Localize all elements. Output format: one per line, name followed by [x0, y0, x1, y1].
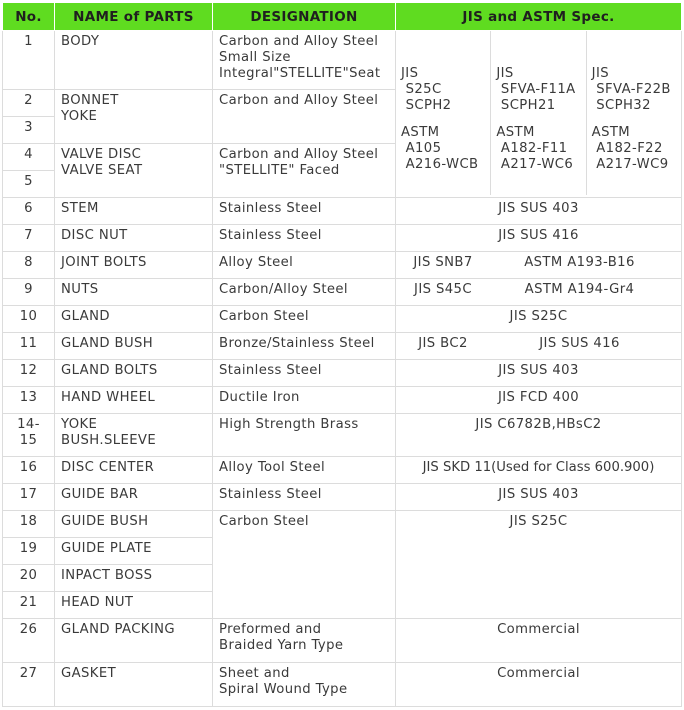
designation-text: Sheet and Spiral Wound Type — [219, 666, 348, 697]
part-name: DISC NUT — [55, 225, 213, 252]
part-designation — [213, 31, 396, 90]
table-row — [3, 333, 682, 360]
part-designation: Carbon Steel — [213, 511, 396, 619]
part-name: DISC CENTER — [55, 457, 213, 484]
spec-column-2 — [490, 31, 585, 195]
name-text: BONNET YOKE — [61, 93, 119, 124]
part-spec: JIS S25C — [396, 511, 682, 619]
part-name — [55, 144, 213, 198]
table-row — [3, 225, 682, 252]
part-name: GUIDE BAR — [55, 484, 213, 511]
spec-astm: ASTM A182-F11 A217-WC6 — [496, 125, 574, 172]
spec-astm: ASTM A193-B16 — [524, 255, 635, 270]
part-no: 8 — [3, 252, 55, 279]
part-no: 21 — [3, 592, 55, 619]
part-no: 7 — [3, 225, 55, 252]
table-row — [3, 663, 682, 707]
part-designation: High Strength Brass — [213, 414, 396, 457]
part-designation: Stainless Steel — [213, 360, 396, 387]
part-name: GLAND BOLTS — [55, 360, 213, 387]
part-spec — [396, 333, 682, 360]
part-spec: JIS SUS 416 — [396, 225, 682, 252]
table-row — [3, 619, 682, 663]
part-spec: Commercial — [396, 663, 682, 707]
spec-column-3 — [586, 31, 681, 195]
part-designation — [213, 619, 396, 663]
part-spec: JIS SUS 403 — [396, 484, 682, 511]
part-name: BODY — [55, 31, 213, 90]
part-designation: Stainless Steel — [213, 198, 396, 225]
part-name: GLAND PACKING — [55, 619, 213, 663]
part-no: 16 — [3, 457, 55, 484]
part-spec: JIS SUS 403 — [396, 198, 682, 225]
part-designation: Carbon and Alloy Steel — [213, 90, 396, 144]
table-row — [3, 387, 682, 414]
part-designation: Ductile Iron — [213, 387, 396, 414]
part-no: 6 — [3, 198, 55, 225]
part-name — [55, 414, 213, 457]
part-designation — [213, 663, 396, 707]
no-text: 14- 15 — [17, 417, 40, 448]
part-no: 17 — [3, 484, 55, 511]
spec-astm: ASTM A194-Gr4 — [524, 282, 635, 297]
spec-jis-2: JIS SUS 416 — [539, 336, 620, 351]
part-name: JOINT BOLTS — [55, 252, 213, 279]
spec-jis: JIS SFVA-F11A SCPH21 — [496, 66, 576, 113]
part-name: GASKET — [55, 663, 213, 707]
parts-table — [2, 2, 682, 707]
part-spec: JIS C6782B,HBsC2 — [396, 414, 682, 457]
part-designation: Carbon/Alloy Steel — [213, 279, 396, 306]
part-designation: Bronze/Stainless Steel — [213, 333, 396, 360]
part-no: 5 — [3, 171, 55, 198]
part-designation: Alloy Steel — [213, 252, 396, 279]
part-no: 12 — [3, 360, 55, 387]
table-row — [3, 252, 682, 279]
part-no: 1 — [3, 31, 55, 90]
spec-astm: ASTM A105 A216-WCB — [401, 125, 479, 172]
part-name: STEM — [55, 198, 213, 225]
part-spec: JIS SUS 403 — [396, 360, 682, 387]
table-row — [3, 31, 682, 90]
part-designation: Stainless Steel — [213, 484, 396, 511]
part-no: 27 — [3, 663, 55, 707]
part-spec — [396, 252, 682, 279]
table-row — [3, 360, 682, 387]
table-row — [3, 457, 682, 484]
part-name: NUTS — [55, 279, 213, 306]
table-row — [3, 511, 682, 538]
designation-text: Carbon and Alloy Steel Small Size Integral"STELLITE"Seat — [219, 34, 381, 81]
part-no: 3 — [3, 117, 55, 144]
part-no: 19 — [3, 538, 55, 565]
part-no: 4 — [3, 144, 55, 171]
part-no: 20 — [3, 565, 55, 592]
part-no: 13 — [3, 387, 55, 414]
part-spec: JIS SKD 11(Used for Class 600.900) — [396, 457, 682, 484]
part-no: 11 — [3, 333, 55, 360]
part-no — [3, 414, 55, 457]
spec-jis: JIS S45C — [414, 282, 472, 297]
header-row — [3, 3, 682, 31]
spec-jis: JIS S25C SCPH2 — [401, 66, 452, 113]
part-no: 2 — [3, 90, 55, 117]
table-row — [3, 484, 682, 511]
table-row — [3, 279, 682, 306]
part-no: 26 — [3, 619, 55, 663]
part-name: HAND WHEEL — [55, 387, 213, 414]
spec-column-1 — [396, 31, 490, 195]
spec-jis: JIS BC2 — [418, 336, 468, 351]
table-row — [3, 414, 682, 457]
part-spec: JIS FCD 400 — [396, 387, 682, 414]
part-spec: Commercial — [396, 619, 682, 663]
header-designation: DESIGNATION — [213, 3, 396, 31]
part-no: 18 — [3, 511, 55, 538]
part-no: 10 — [3, 306, 55, 333]
part-name: INPACT BOSS — [55, 565, 213, 592]
part-name: GUIDE PLATE — [55, 538, 213, 565]
name-text: VALVE DISC VALVE SEAT — [61, 147, 143, 178]
part-spec — [396, 279, 682, 306]
header-name-of-parts: NAME of PARTS — [55, 3, 213, 31]
part-name: HEAD NUT — [55, 592, 213, 619]
part-name: GUIDE BUSH — [55, 511, 213, 538]
header-spec: JIS and ASTM Spec. — [396, 3, 682, 31]
part-no: 9 — [3, 279, 55, 306]
spec-jis: JIS SNB7 — [413, 255, 473, 270]
body-spec-cell — [396, 31, 682, 198]
part-name: GLAND — [55, 306, 213, 333]
part-spec: JIS S25C — [396, 306, 682, 333]
table-row — [3, 198, 682, 225]
name-text: YOKE BUSH.SLEEVE — [61, 417, 157, 448]
part-name — [55, 90, 213, 144]
part-designation — [213, 144, 396, 198]
part-name: GLAND BUSH — [55, 333, 213, 360]
spec-jis: JIS SFVA-F22B SCPH32 — [591, 66, 671, 113]
table-row — [3, 306, 682, 333]
part-designation: Carbon Steel — [213, 306, 396, 333]
spec-astm: ASTM A182-F22 A217-WC9 — [591, 125, 669, 172]
part-designation: Stainless Steel — [213, 225, 396, 252]
designation-text: Carbon and Alloy Steel "STELLITE" Faced — [219, 147, 379, 178]
part-designation: Alloy Tool Steel — [213, 457, 396, 484]
header-no: No. — [3, 3, 55, 31]
designation-text: Preformed and Braided Yarn Type — [219, 622, 344, 653]
